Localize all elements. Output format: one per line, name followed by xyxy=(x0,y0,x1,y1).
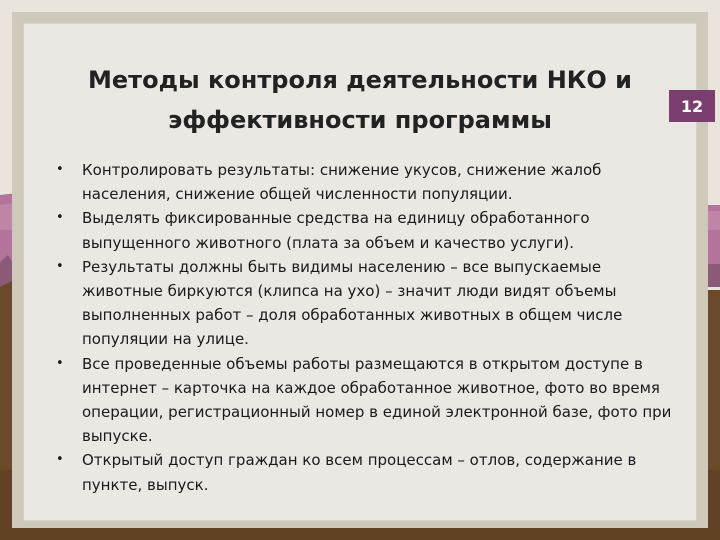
page-number-badge: 12 xyxy=(669,90,715,122)
bullet-icon: • xyxy=(56,452,64,468)
slide-card xyxy=(24,24,696,520)
bullet-icon: • xyxy=(56,355,64,371)
bullet-item xyxy=(56,206,676,254)
bullet-text: Все проведенные объемы работы размещаются в открытом доступе в интернет – карточка на каждое обработанное животное, фото во время операции, регистрационный номер в единой электронной базе, фото при выпуске. xyxy=(82,354,672,446)
slide-title: Методы контроля деятельности НКО и эффективности программы xyxy=(88,66,632,134)
bullet-list xyxy=(56,158,676,497)
bullet-icon: • xyxy=(56,210,64,226)
bullet-text: Открытый доступ граждан ко всем процессам – отлов, содержание в пункте, выпуск. xyxy=(82,451,637,494)
bullet-item xyxy=(56,158,676,206)
bullet-item xyxy=(56,448,676,496)
bullet-item xyxy=(56,255,676,352)
bullet-icon: • xyxy=(56,258,64,274)
bullet-icon: • xyxy=(56,162,64,177)
bullet-text: Контролировать результаты: снижение укусов, снижение жалоб населения, снижение общей численности популяции. xyxy=(82,161,602,204)
bullet-text: Результаты должны быть видимы населению – все выпускаемые животные биркуются (клипса на ухо) – значит люди видят объемы выполненных работ – доля обработанных животных в общем числе популяции на улице. xyxy=(82,257,623,349)
bullet-item xyxy=(56,352,676,449)
bullet-text: Выделять фиксированные средства на единицу обработанного выпущенного животного (плата за объем и качество услуги). xyxy=(82,209,590,252)
